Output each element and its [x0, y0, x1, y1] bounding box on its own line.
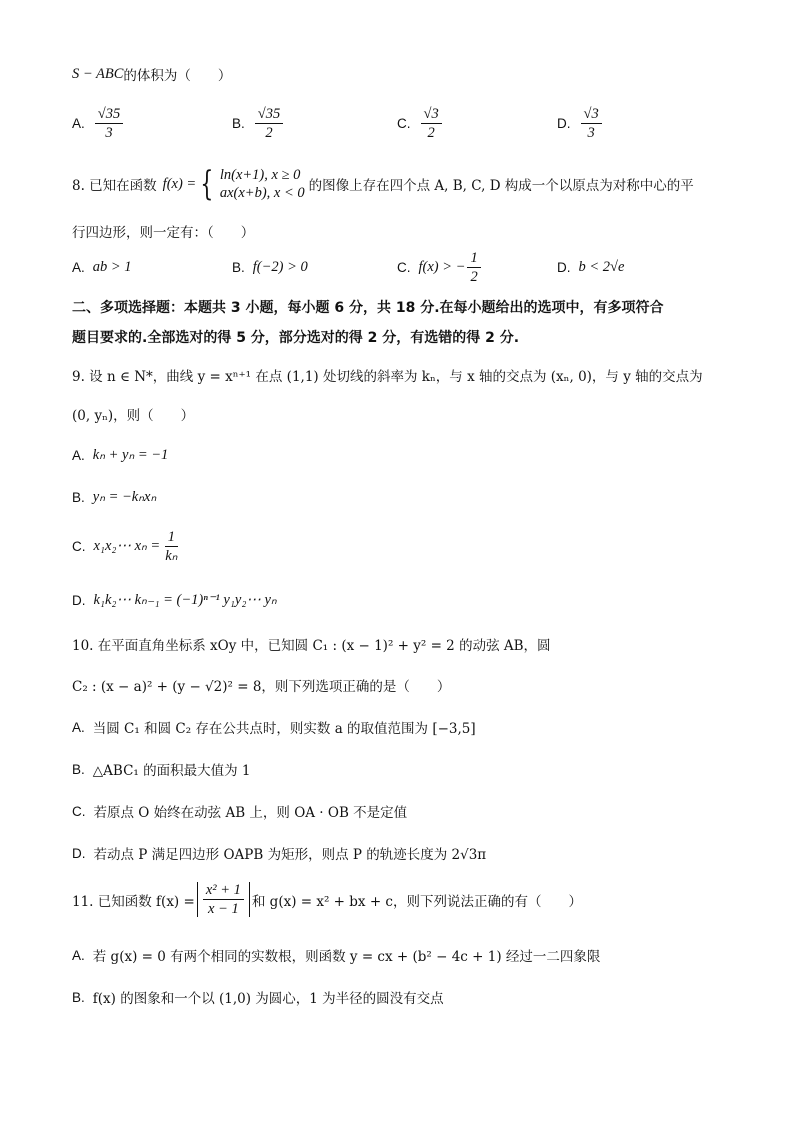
q11-stem [72, 882, 582, 917]
q11-option-b[interactable] [72, 987, 444, 1007]
q9-option-c[interactable] [72, 529, 182, 564]
option-text: x₁x₂⋯ xₙ = [93, 538, 161, 554]
q9-option-d[interactable] [72, 592, 277, 609]
denominator: x − 1 [207, 901, 239, 917]
denominator: kₙ [165, 548, 178, 564]
option-label: C. [72, 803, 86, 819]
denominator: 2 [265, 125, 273, 141]
option-text: 若原点 O 始终在动弦 AB 上，则 OA · OB 不是定值 [93, 805, 408, 821]
q10-stem-line2 [72, 675, 450, 695]
denominator: 3 [587, 125, 595, 141]
option-label: B. [232, 260, 245, 275]
option-label: A. [72, 947, 85, 963]
q11-prefix: 11. 已知函数 f(x) = [72, 893, 195, 910]
fraction [421, 106, 442, 141]
numerator: x² + 1 [203, 882, 244, 900]
q8-option-d[interactable] [557, 259, 624, 276]
denominator: 3 [105, 125, 113, 141]
q8-prefix: 8. 已知在函数 [72, 178, 157, 194]
fraction [203, 882, 244, 917]
option-label: C. [72, 539, 86, 554]
q8-option-b[interactable] [232, 259, 308, 276]
option-label: A. [72, 260, 85, 275]
q7-option-d[interactable] [557, 106, 604, 141]
option-label: B. [72, 490, 85, 505]
q10-line1: 10. 在平面直角坐标系 xOy 中，已知圆 C₁ : (x − 1)² + y² = 2 的动弦 AB，圆 [72, 638, 551, 654]
case-1: ln(x+1), x ≥ 0 [219, 167, 301, 183]
option-label: B. [72, 989, 85, 1005]
option-text: k₁k₂⋯ kₙ₋₁ = (−1)ⁿ⁻¹ y₁y₂⋯ yₙ [93, 592, 277, 608]
option-text: f(x) 的图象和一个以 (1,0) 为圆心，1 为半径的圆没有交点 [92, 991, 444, 1007]
q10-stem [72, 634, 551, 654]
cases [220, 166, 305, 202]
option-text: 若 g(x) = 0 有两个相同的实数根，则函数 y = cx + (b² − 4c + 1) 经过一二四象限 [92, 949, 601, 965]
piecewise-function [196, 166, 304, 202]
q7-math: S − ABC [72, 65, 124, 82]
option-label: C. [397, 260, 411, 275]
q11-option-a[interactable] [72, 945, 600, 965]
q9-stem [72, 365, 703, 385]
q7-text: 的体积为（ ） [123, 68, 232, 84]
q9-stem-line2 [72, 404, 194, 424]
q11-suffix: 和 g(x) = x² + bx + c，则下列说法正确的有（ ） [251, 893, 582, 910]
q8-suffix: 的图像上存在四个点 A, B, C, D 构成一个以原点为对称中心的平 [308, 178, 694, 194]
option-label: D. [557, 260, 571, 275]
option-label: A. [72, 116, 85, 131]
option-label: C. [397, 116, 411, 131]
option-label: D. [557, 116, 571, 131]
q8-option-c[interactable] [397, 250, 483, 285]
option-text: yₙ = −kₙxₙ [92, 489, 157, 505]
fraction [467, 250, 480, 285]
q10-option-d[interactable] [72, 843, 486, 863]
q9-line1: 9. 设 n ∈ N*，曲线 y = xⁿ⁺¹ 在点 (1,1) 处切线的斜率为 kₙ，与 x 轴的交点为 (xₙ, 0)，与 y 轴的交点为 [72, 369, 703, 385]
q10-option-c[interactable] [72, 801, 407, 821]
q10-option-a[interactable] [72, 717, 476, 737]
option-text: f(x) > − [418, 259, 466, 275]
numerator: √3 [581, 106, 602, 124]
option-text: ab > 1 [92, 259, 132, 275]
option-label: D. [72, 593, 86, 608]
fraction [581, 106, 602, 141]
numerator: 1 [165, 529, 178, 547]
section-header-line1 [72, 297, 664, 317]
option-text: 若动点 P 满足四边形 OAPB 为矩形，则点 P 的轨迹长度为 2√3π [93, 847, 487, 863]
numerator: √3 [421, 106, 442, 124]
option-label: D. [72, 845, 86, 861]
q7-option-b[interactable] [232, 106, 285, 141]
numerator: √35 [95, 106, 123, 124]
option-text: kₙ + yₙ = −1 [92, 447, 169, 463]
q9-option-a[interactable] [72, 447, 168, 464]
option-label: B. [72, 761, 85, 777]
denominator: 2 [470, 269, 478, 285]
case-2: ax(x+b), x < 0 [219, 185, 305, 201]
q8-stem-line2 [72, 221, 254, 241]
q8-fx: f(x) = [162, 175, 197, 192]
q8-stem [72, 166, 694, 202]
fraction [162, 529, 180, 564]
q10-option-b[interactable] [72, 759, 250, 779]
option-label: A. [72, 719, 85, 735]
option-text: f(−2) > 0 [252, 259, 308, 275]
fraction [95, 106, 123, 141]
option-label: A. [72, 448, 85, 463]
q8-option-a[interactable] [72, 259, 132, 276]
section-text: 二、多项选择题：本题共 3 小题，每小题 6 分，共 18 分.在每小题给出的选项中，有多项符合 [72, 300, 664, 316]
numerator: 1 [467, 250, 480, 268]
option-text: b < 2√e [578, 259, 625, 275]
q7-option-a[interactable] [72, 106, 125, 141]
q9-line2: (0, yₙ)，则（ ） [72, 408, 195, 424]
q10-line2: C₂ : (x − a)² + (y − √2)² = 8，则下列选项正确的是（ ） [72, 679, 451, 695]
q7-option-c[interactable] [397, 106, 444, 141]
section-header-line2 [72, 327, 519, 347]
option-text: △ABC₁ 的面积最大值为 1 [92, 763, 251, 779]
q8-line2: 行四边形，则一定有：（ ） [72, 225, 255, 241]
fraction [255, 106, 283, 141]
absolute-value [197, 882, 250, 917]
q9-option-b[interactable] [72, 489, 156, 506]
q7-stem-tail [72, 64, 231, 84]
option-text: 当圆 C₁ 和圆 C₂ 存在公共点时，则实数 a 的取值范围为 [−3,5] [92, 721, 476, 737]
denominator: 2 [427, 125, 435, 141]
brace-icon: { [200, 164, 214, 204]
numerator: √35 [255, 106, 283, 124]
option-label: B. [232, 116, 245, 131]
section-text: 题目要求的.全部选对的得 5 分，部分选对的得 2 分，有选错的得 2 分. [72, 330, 520, 346]
